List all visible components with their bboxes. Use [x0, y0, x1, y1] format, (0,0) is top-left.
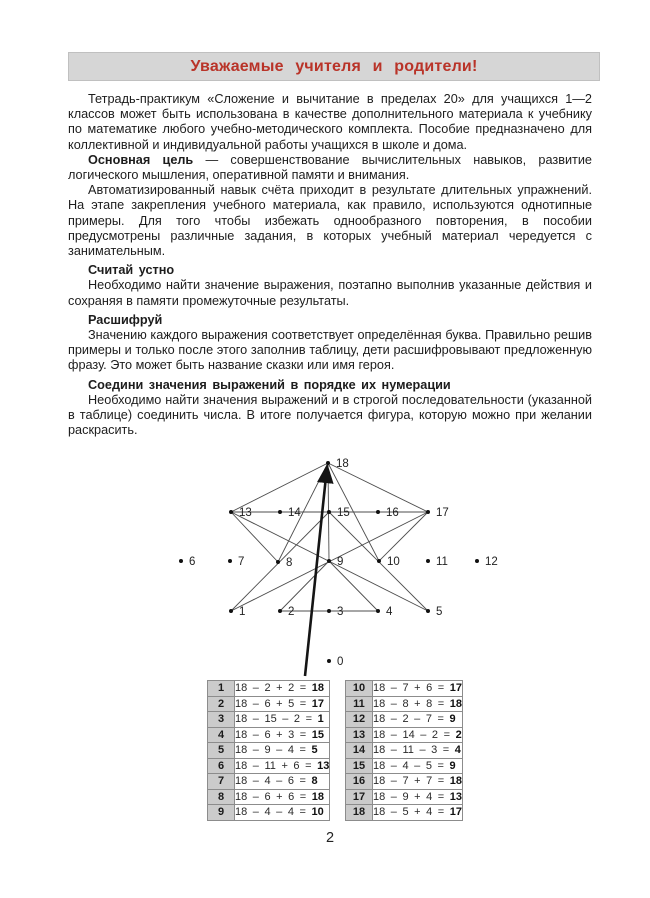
table-row [208, 727, 330, 743]
section-heading: Расшифруй [88, 312, 163, 327]
diagram-point [327, 510, 331, 514]
diagram-point [229, 609, 233, 613]
expressions-table-left [207, 680, 330, 821]
page-title: Уважаемые учителя и родители! [190, 57, 478, 75]
row-number-cell: 7 [208, 774, 235, 790]
diagram-point [327, 609, 331, 613]
expression-result: 9 [449, 759, 456, 772]
row-number-cell: 3 [208, 712, 235, 728]
table-row [208, 696, 330, 712]
expression-result: 10 [311, 806, 324, 819]
diagram-point [179, 559, 183, 563]
diagram-edge [329, 561, 378, 611]
table-row [208, 681, 330, 697]
row-number-cell: 17 [346, 789, 373, 805]
diagram-point [426, 510, 430, 514]
diagram-point-label: 0 [337, 656, 344, 668]
table-row [346, 696, 463, 712]
diagram-point-label: 1 [239, 606, 246, 618]
expression-result: 5 [311, 744, 318, 757]
expression-result: 8 [311, 775, 318, 788]
row-number-cell: 6 [208, 758, 235, 774]
connect-the-dots-diagram [0, 450, 650, 685]
diagram-point-label: 6 [189, 556, 196, 568]
expression-result: 18 [311, 790, 325, 803]
expression-result: 17 [449, 806, 463, 819]
diagram-point-label: 10 [387, 556, 400, 568]
expression-result: 4 [454, 744, 461, 757]
expression-cell: 18 – 7 + 7 = 18 [373, 775, 463, 788]
expression-cell: 18 – 4 – 4 = 10 [235, 805, 330, 821]
expression-cell: 18 – 6 + 3 = 15 [235, 727, 330, 743]
table-row [208, 789, 330, 805]
expression-cell: 18 – 2 + 2 = 18 [235, 681, 330, 697]
row-number-cell: 2 [208, 696, 235, 712]
body-paragraph: Значению каждого выражения соответствует определённая буква. Правильно решив примеры и только после этого заполнив таблицу, дети расшифровывают предложенную фразу. Это может быть название сказки или имя героя. [68, 328, 592, 373]
diagram-point-label: 7 [238, 556, 245, 568]
diagram-point [229, 510, 233, 514]
diagram-dots [179, 461, 479, 663]
expression-cell: 18 – 6 + 6 = 18 [235, 789, 330, 805]
body-paragraph: Основная цель — совершенствование вычислительных навыков, развитие логического мышления, оперативной памяти и внимания. [68, 152, 592, 183]
diagram-point-label: 9 [337, 556, 344, 568]
body-paragraph: Необходимо найти значение выражения, поэтапно выполнив указанные действия и сохраняя в памяти промежуточные результаты. [68, 278, 592, 308]
diagram-point [278, 609, 282, 613]
expression-result: 2 [455, 728, 462, 741]
diagram-point-label: 17 [436, 507, 449, 519]
row-number-cell: 14 [346, 743, 373, 759]
drawn-pencil-arrow [305, 467, 327, 676]
row-number-cell: 1 [208, 681, 235, 697]
expression-cell: 18 – 2 – 7 = 9 [373, 712, 463, 728]
expression-cell: 18 – 9 – 4 = 5 [235, 743, 330, 759]
diagram-edge [278, 463, 328, 562]
diagram-point-label: 5 [436, 606, 443, 618]
diagram-edges [231, 463, 428, 611]
diagram-edge [231, 463, 328, 512]
table-row [346, 774, 463, 790]
table-row [208, 743, 330, 759]
expression-cell: 18 – 5 + 4 = 17 [373, 806, 463, 819]
diagram-point [376, 510, 380, 514]
row-number-cell: 13 [346, 727, 373, 743]
diagram-arrow [305, 467, 327, 676]
row-number-cell: 15 [346, 758, 373, 774]
expression-result: 13 [317, 759, 330, 772]
diagram-point-label: 2 [288, 606, 295, 618]
table-row [346, 681, 463, 697]
table-row [208, 712, 330, 728]
diagram-point [278, 510, 282, 514]
expression-cell: 18 – 8 + 8 = 18 [373, 697, 463, 710]
row-number-cell: 4 [208, 727, 235, 743]
expression-cell: 18 – 4 – 6 = 8 [235, 774, 330, 790]
table-row [208, 774, 330, 790]
diagram-point [326, 461, 330, 465]
expression-result: 17 [449, 682, 463, 695]
row-number-cell: 18 [346, 805, 373, 821]
diagram-svg [0, 450, 650, 685]
expression-cell: 18 – 9 + 4 = 13 [373, 790, 463, 803]
expression-result: 18 [449, 697, 463, 710]
diagram-point-label: 14 [288, 507, 301, 519]
expression-result: 13 [449, 790, 463, 803]
diagram-labels [189, 458, 498, 668]
row-number-cell: 8 [208, 789, 235, 805]
diagram-point-label: 4 [386, 606, 393, 618]
diagram-point [426, 559, 430, 563]
expression-cell: 18 – 15 – 2 = 1 [235, 712, 330, 728]
table-row [208, 805, 330, 821]
row-number-cell: 11 [346, 696, 373, 712]
row-number-cell: 10 [346, 681, 373, 697]
intro-text-column [68, 92, 592, 438]
row-number-cell: 12 [346, 712, 373, 728]
expression-cell: 18 – 11 + 6 = 13 [235, 759, 330, 772]
diagram-point [327, 559, 331, 563]
diagram-point [376, 609, 380, 613]
diagram-point-label: 15 [337, 507, 350, 519]
expression-result: 18 [311, 682, 325, 695]
diagram-point [377, 559, 381, 563]
diagram-point-label: 8 [286, 557, 293, 569]
diagram-point-label: 16 [386, 507, 399, 519]
diagram-point [228, 559, 232, 563]
row-number-cell: 9 [208, 805, 235, 821]
row-number-cell: 16 [346, 774, 373, 790]
table-row [346, 727, 463, 743]
body-paragraph: Тетрадь-практикум «Сложение и вычитание в пределах 20» для учащихся 1—2 классов может быть использована в качестве дополнительного материала к учебнику по математике любого учебно-методического комплекта. Пособие предназначено для коллективной и индивидуальной работы учащихся в школе и дома. [68, 92, 592, 152]
section-heading: Считай устно [88, 263, 175, 278]
body-paragraph: Автоматизированный навык счёта приходит в результате длительных упражнений. На этапе закрепления учебного материала, как правило, используются однотипные примеры. Для того чтобы избежать однообразного повторения, в пособии предусмотрены различные задания, в которых учебный материал чередуется с занимательным. [68, 183, 592, 259]
table-row [346, 805, 463, 821]
diagram-point-label: 18 [336, 458, 349, 470]
diagram-point [426, 609, 430, 613]
diagram-point [276, 560, 280, 564]
diagram-point-label: 11 [436, 556, 448, 568]
diagram-edge [328, 463, 428, 512]
diagram-point-label: 3 [337, 606, 344, 618]
expression-result: 18 [449, 775, 463, 788]
expression-cell: 18 – 6 + 5 = 17 [235, 696, 330, 712]
section-heading: Соедини значения выражений в порядке их нумерации [88, 377, 451, 392]
diagram-point-label: 13 [239, 507, 252, 519]
table-row [346, 712, 463, 728]
body-paragraph: Необходимо найти значения выражений и в строгой последовательности (указанной в таблице) соединить числа. В итоге получается фигура, которую можно при желании раскрасить. [68, 392, 592, 438]
expression-cell: 18 – 14 – 2 = 2 [373, 728, 462, 741]
diagram-point [475, 559, 479, 563]
table-row [346, 743, 463, 759]
diagram-edge [379, 512, 428, 561]
expression-result: 1 [317, 713, 324, 726]
expression-cell: 18 – 4 – 5 = 9 [373, 758, 463, 774]
table-row [346, 758, 463, 774]
diagram-point [327, 659, 331, 663]
expressions-table-right [345, 680, 463, 821]
page-header-bar [68, 52, 600, 81]
expression-result: 9 [449, 713, 456, 726]
expression-cell: 18 – 7 + 6 = 17 [373, 682, 463, 695]
table-row [208, 758, 330, 774]
paragraph-lead: Основная цель [88, 152, 194, 167]
diagram-edge [231, 512, 278, 562]
expression-cell: 18 – 11 – 3 = 4 [373, 744, 461, 757]
row-number-cell: 5 [208, 743, 235, 759]
diagram-point-label: 12 [485, 556, 498, 568]
expression-result: 17 [311, 697, 325, 710]
page-number: 2 [325, 830, 335, 846]
expression-result: 15 [311, 728, 325, 741]
table-row [346, 789, 463, 805]
